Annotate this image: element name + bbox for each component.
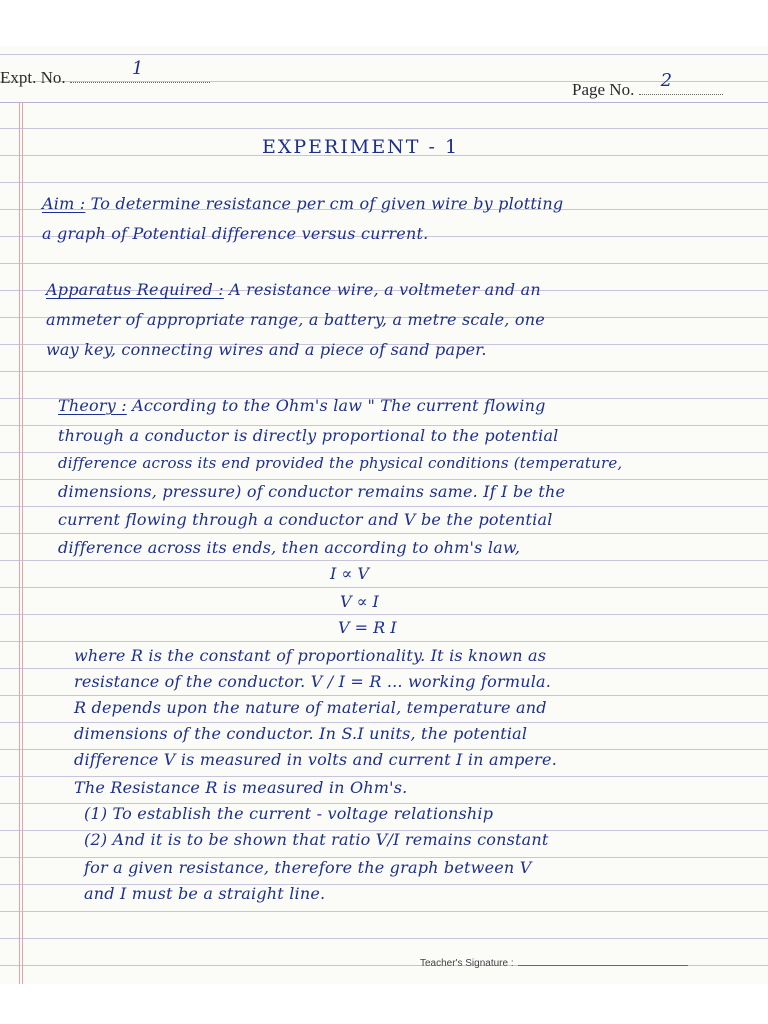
theory-line-2: through a conductor is directly proportional to the potential [58,426,559,445]
objective-2-cont-2: and I must be a straight line. [84,884,326,903]
theory-after-line-5: difference V is measured in volts and current I in ampere. [74,750,557,769]
theory-after-line-6: The Resistance R is measured in Ohm's. [74,778,408,797]
margin-line [19,102,20,984]
apparatus-line-3: way key, connecting wires and a piece of sand paper. [46,340,487,359]
aim-label: Aim : [42,194,86,213]
equation-2: V ∝ I [340,592,379,611]
objective-2-cont-1: for a given resistance, therefore the graph between V [84,858,532,877]
theory-after-line-1: where R is the constant of proportionality. It is known as [74,646,547,665]
signature-blank [518,965,688,966]
page-no-field [572,70,723,100]
theory-line-5: current flowing through a conductor and V be the potential [58,510,553,529]
theory-line-1: Theory : According to the Ohm's law " The current flowing [58,396,546,415]
objective-2: (2) And it is to be shown that ratio V/I remains constant [84,830,549,849]
theory-line-4: dimensions, pressure) of conductor remains same. If I be the [58,482,566,501]
page-title: EXPERIMENT - 1 [262,136,460,158]
apparatus-line-2: ammeter of appropriate range, a battery, a metre scale, one [46,310,545,329]
margin-line [22,102,23,984]
theory-after-line-3: R depends upon the nature of material, temperature and [74,698,547,717]
expt-no-field [0,58,210,88]
apparatus-line-1: Apparatus Required : A resistance wire, a voltmeter and an [46,280,541,299]
theory-after-line-4: dimensions of the conductor. In S.I units, the potential [74,724,528,743]
aim-line-2: a graph of Potential difference versus current. [42,224,429,243]
expt-no-value: 1 [131,58,144,79]
apparatus-label: Apparatus Required : [46,280,224,299]
teacher-signature-label: Teacher's Signature : [420,958,514,969]
teacher-signature [420,958,688,969]
equation-1: I ∝ V [330,564,369,583]
theory-label: Theory : [58,396,127,415]
objective-1: (1) To establish the current - voltage relationship [84,804,494,823]
theory-line-6: difference across its ends, then according to ohm's law, [58,538,521,557]
header-rule [0,102,768,103]
expt-no-label: Expt. No. [0,68,66,87]
page-no-label: Page No. [572,80,635,99]
theory-after-line-2: resistance of the conductor. V / I = R ... working formula. [74,672,552,691]
theory-line-3: difference across its end provided the physical conditions (temperature, [58,454,623,472]
page-no-value: 2 [660,70,673,91]
equation-3: V = R I [338,618,397,637]
aim-line-1: Aim : To determine resistance per cm of given wire by plotting [42,194,564,213]
